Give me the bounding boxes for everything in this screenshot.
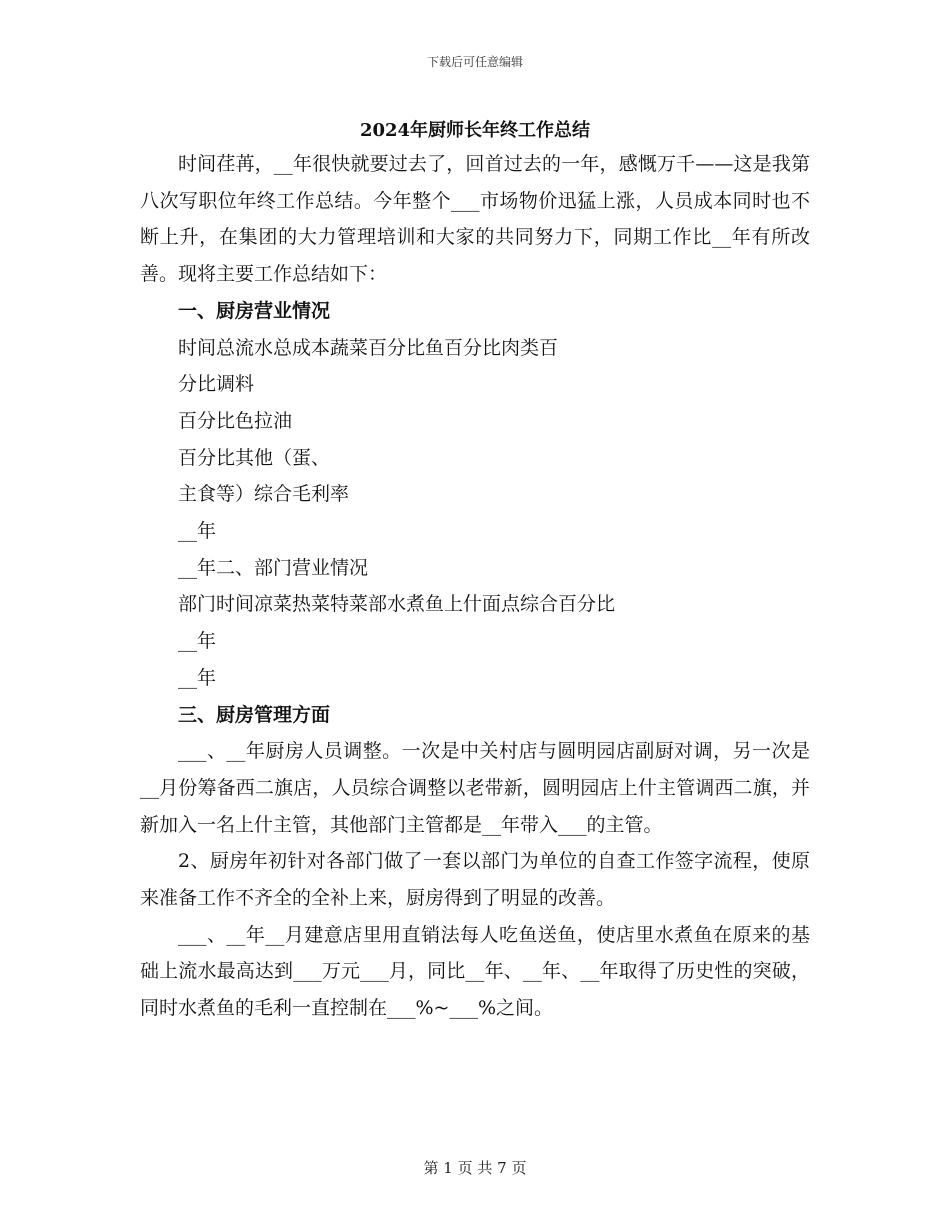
- body-paragraph: ___、__年__月建意店里用直销法每人吃鱼送鱼，使店里水煮鱼在原来的基础上流水最高达到___万元___月，同比__年、__年、__年取得了历史性的突破，同时水煮鱼的毛利一直控制在___%~___%之间。: [140, 923, 810, 1020]
- table-line: 分比调料: [178, 373, 255, 396]
- table-line: 时间总流水总成本蔬菜百分比鱼百分比肉类百: [178, 336, 559, 359]
- table-line: __年二、部门营业情况: [178, 556, 369, 579]
- header-note: 下载后可任意编辑: [426, 55, 523, 69]
- intro-paragraph: 时间荏苒，__年很快就要过去了，回首过去的一年，感慨万千——这是我第八次写职位年终工作总结。今年整个___市场物价迅猛上涨，人员成本同时也不断上升，在集团的大力管理培训和大家的共同努力下，同期工作比__年有所改善。现将主要工作总结如下：: [140, 153, 810, 286]
- table-line: 主食等）综合毛利率: [178, 483, 350, 506]
- table-line: __年: [178, 520, 217, 543]
- document-title: 2024年厨师长年终工作总结: [359, 120, 591, 141]
- table-line: 部门时间凉菜热菜特菜部水煮鱼上什面点综合百分比: [178, 593, 616, 616]
- sales-table-text: [140, 330, 810, 697]
- section-heading-1: 一、厨房营业情况: [178, 299, 331, 322]
- body-paragraph: 2、厨房年初针对各部门做了一套以部门为单位的自查工作签字流程，使原来准备工作不齐全的全补上来，厨房得到了明显的改善。: [140, 850, 810, 910]
- table-line: __年: [178, 666, 217, 689]
- body-paragraph: ___、__年厨房人员调整。一次是中关村店与圆明园店副厨对调，另一次是__月份筹备西二旗店，人员综合调整以老带新，圆明园店上什主管调西二旗，并新加入一名上什主管，其他部门主管都是__年带入___的主管。: [140, 740, 810, 836]
- document-body: [140, 146, 810, 1027]
- table-line: 百分比色拉油: [178, 409, 293, 432]
- page-number: 第 1 页 共 7 页: [423, 1159, 527, 1177]
- table-line: __年: [178, 630, 217, 653]
- table-line: 百分比其他（蛋、: [178, 446, 331, 469]
- section-heading-3: 三、厨房管理方面: [178, 703, 331, 726]
